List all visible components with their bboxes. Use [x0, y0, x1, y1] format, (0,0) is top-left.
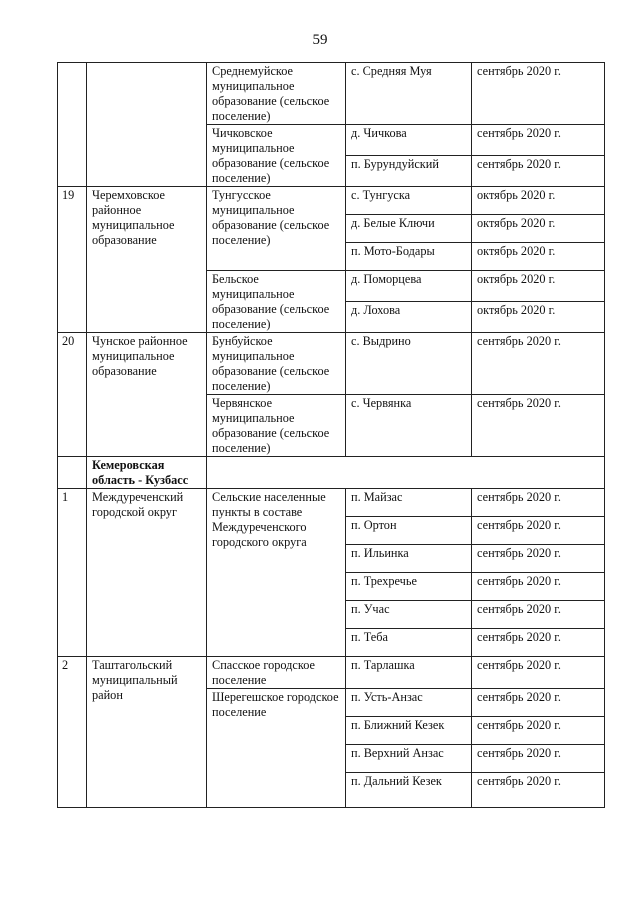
settlement-cell: Сельские населенные пункты в составе Междуреченского городского округа — [207, 489, 346, 657]
date-cell: сентябрь 2020 г. — [472, 333, 605, 395]
table-row — [58, 657, 605, 689]
region-row — [58, 457, 605, 489]
date-cell: сентябрь 2020 г. — [472, 745, 605, 773]
settlement-cell: Шерегешское городское поселение — [207, 689, 346, 808]
settlement-cell: Бунбуйское муниципальное образование (сельское поселение) — [207, 333, 346, 395]
locality-cell: п. Учас — [346, 601, 472, 629]
locality-cell: п. Ортон — [346, 517, 472, 545]
locality-cell: п. Мото-Бодары — [346, 243, 472, 271]
date-cell: сентябрь 2020 г. — [472, 657, 605, 689]
date-cell: сентябрь 2020 г. — [472, 573, 605, 601]
locality-cell: п. Верхний Анзас — [346, 745, 472, 773]
row-number-cell: 19 — [58, 187, 87, 333]
locality-cell: с. Выдрино — [346, 333, 472, 395]
locality-cell: д. Белые Ключи — [346, 215, 472, 243]
settlement-cell: Чичковское муниципальное образование (сельское поселение) — [207, 125, 346, 187]
locality-cell: п. Усть-Анзас — [346, 689, 472, 717]
locality-cell: с. Червянка — [346, 395, 472, 457]
page-number: 59 — [312, 32, 328, 48]
locality-cell: п. Ильинка — [346, 545, 472, 573]
locality-cell: п. Бурундуйский — [346, 156, 472, 187]
table-row — [58, 63, 605, 125]
date-cell: сентябрь 2020 г. — [472, 717, 605, 745]
date-cell: октябрь 2020 г. — [472, 187, 605, 215]
locality-cell: п. Майзас — [346, 489, 472, 517]
settlement-cell: Червянское муниципальное образование (сельское поселение) — [207, 395, 346, 457]
date-cell: октябрь 2020 г. — [472, 215, 605, 243]
date-cell: сентябрь 2020 г. — [472, 689, 605, 717]
date-cell: сентябрь 2020 г. — [472, 125, 605, 156]
row-number-cell — [58, 457, 87, 489]
locality-cell: д. Поморцева — [346, 271, 472, 302]
date-cell: сентябрь 2020 г. — [472, 601, 605, 629]
locality-cell: с. Тунгуска — [346, 187, 472, 215]
locality-cell: д. Чичкова — [346, 125, 472, 156]
district-cell: Черемховское районное муниципальное образование — [87, 187, 207, 333]
row-number-cell: 20 — [58, 333, 87, 457]
region-name-cell: Кемеровская область - Кузбасс — [87, 457, 207, 489]
district-cell: Чунское районное муниципальное образование — [87, 333, 207, 457]
row-number-cell: 2 — [58, 657, 87, 808]
settlements-table — [57, 62, 605, 808]
table-row — [58, 187, 605, 215]
settlement-cell: Тунгусское муниципальное образование (сельское поселение) — [207, 187, 346, 271]
date-cell: октябрь 2020 г. — [472, 271, 605, 302]
locality-cell: п. Ближний Кезек — [346, 717, 472, 745]
settlement-cell: Спасское городское поселение — [207, 657, 346, 689]
settlement-cell: Бельское муниципальное образование (сельское поселение) — [207, 271, 346, 333]
district-cell: Таштагольский муниципальный район — [87, 657, 207, 808]
table-row — [58, 333, 605, 395]
row-number-cell: 1 — [58, 489, 87, 657]
date-cell: сентябрь 2020 г. — [472, 629, 605, 657]
date-cell: сентябрь 2020 г. — [472, 156, 605, 187]
locality-cell: п. Тарлашка — [346, 657, 472, 689]
locality-cell: д. Лохова — [346, 302, 472, 333]
date-cell: сентябрь 2020 г. — [472, 63, 605, 125]
settlement-cell: Среднемуйское муниципальное образование (сельское поселение) — [207, 63, 346, 125]
region-empty-cell — [207, 457, 605, 489]
locality-cell: п. Дальний Кезек — [346, 773, 472, 808]
date-cell: октябрь 2020 г. — [472, 302, 605, 333]
locality-cell: п. Трехречье — [346, 573, 472, 601]
date-cell: сентябрь 2020 г. — [472, 545, 605, 573]
date-cell: октябрь 2020 г. — [472, 243, 605, 271]
locality-cell: п. Теба — [346, 629, 472, 657]
row-number-cell — [58, 63, 87, 187]
date-cell: сентябрь 2020 г. — [472, 773, 605, 808]
locality-cell: с. Средняя Муя — [346, 63, 472, 125]
district-cell — [87, 63, 207, 187]
district-cell: Междуреченский городской округ — [87, 489, 207, 657]
table-row — [58, 489, 605, 517]
date-cell: сентябрь 2020 г. — [472, 517, 605, 545]
date-cell: сентябрь 2020 г. — [472, 395, 605, 457]
date-cell: сентябрь 2020 г. — [472, 489, 605, 517]
